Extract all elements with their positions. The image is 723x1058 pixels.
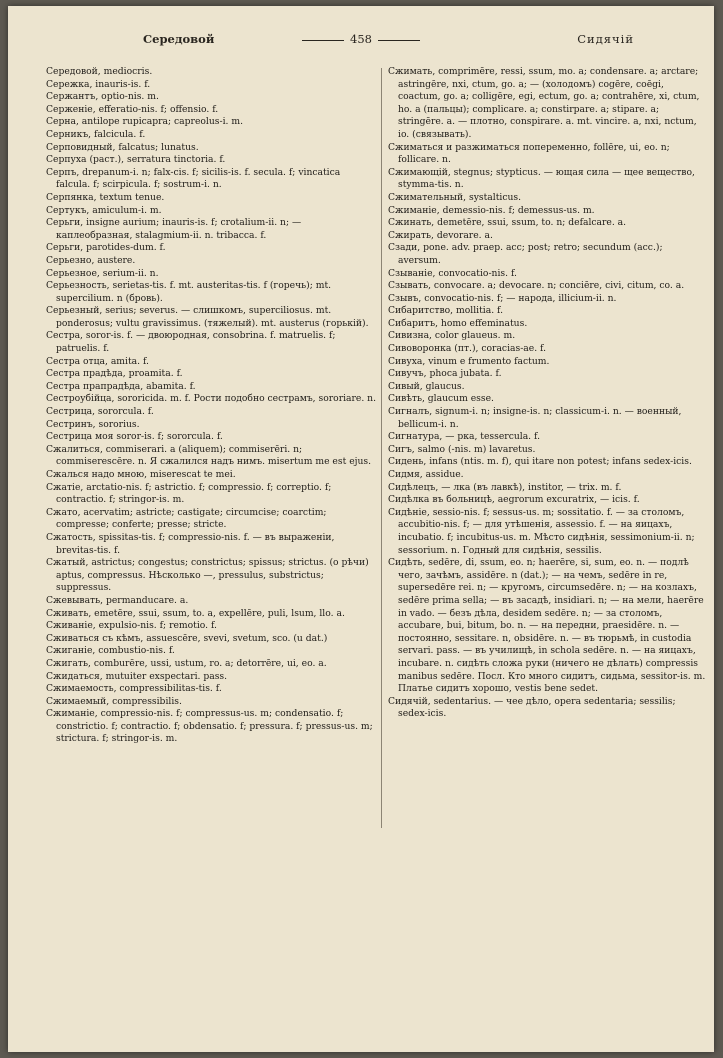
dictionary-entry: Сертукъ, amiculum-i. m.	[46, 204, 162, 216]
dictionary-entry: Сживать, emetēre, ssui, ssum, to. a, expellēre, puli, lsum, llo. a.	[46, 607, 345, 619]
dictionary-entry: Сжевывать, permanducare. a.	[46, 594, 189, 606]
dictionary-entry: Серна, antilope rupicapra; capreolus-i. m.	[46, 116, 243, 128]
dictionary-entry: Серьги, insigne aurium; inauris-is. f; crotalium-ii. n; — каплеобразная, stalagmium-ii. n. tribacca. f.	[46, 217, 302, 241]
dictionary-entry: Серьги, parotides-dum. f.	[46, 242, 166, 254]
dictionary-entry: Сестра прадѣда, proamita. f.	[46, 368, 183, 380]
dictionary-entry: Сивый, glaucus.	[388, 380, 465, 392]
dictionary-entry: Сигнатура, — рка, tessercula. f.	[388, 431, 541, 443]
dictionary-entry: Сестрица моя soror-is. f; sororcula. f.	[46, 431, 223, 443]
dictionary-entry: Сидѣть, sedēre, di, ssum, eo. n; haerēre, si, sum, eo. n. — подлѣ чего, зачѣмъ, assidēre. n (dat.); — на чемъ, sedēre in re, supersedēre rei. n; — кругомъ, circumsedēre. n; — на козлахъ, sedēre prima sella; — въ засадѣ, insidiari. n; — на мели, haerēre in vado. — безъ дѣла, desidem sedēre. n; — за столомъ, accubare, bui, bitum, bo. n. — на передни, praesidēre. n. — постоянно, sessitare. n, obsidēre. n. — въ тюрьмѣ, in custodia servari. pass. — въ училищѣ, in schola sedēre. n. — на яицахъ, incubare. n. сидѣть сложа руки (ничего не дѣлать) compressis manibus sedēre. Посл. Кто много сидитъ, сидьма, sessitor-is. m. Платье сидитъ хорошо, vestis bene sedet.	[388, 557, 706, 695]
dictionary-entry: Сидячій, sedentarius. — чее дѣло, opera sedentaria; sessilis; sedex-icis.	[388, 695, 676, 720]
dictionary-entry: Сибаритъ, homo effeminatus.	[388, 317, 528, 329]
dictionary-entry: Сзывъ, convocatio-nis. f; — народа, illicium-ii. n.	[388, 292, 617, 304]
dictionary-entry: Сивизна, color glaueus. m.	[388, 330, 516, 342]
dictionary-entry: Сжатость, spissitas-tis. f; compressio-nis. f. — въ выраженіи, brevitas-tis. f.	[46, 531, 335, 556]
header-rule-right	[378, 40, 420, 41]
dictionary-entry: Сидѣлецъ, — лка (въ лавкѣ), institor, — trix. m. f.	[388, 481, 622, 493]
dictionary-entry: Сивучъ, phoca jubata. f.	[388, 368, 502, 380]
dictionary-entry: Серпянка, textum tenue.	[46, 191, 165, 203]
dictionary-entry: Сжиманіе, compressio-nis. f; compressus-us. m; condensatio. f; constrictio. f; contractio. f; obdensatio. f; pressura. f; pressus-us. m; strictura. f; stringor-is. m.	[46, 708, 373, 745]
dictionary-entry: Серповидный, falcatus; lunatus.	[46, 141, 199, 153]
header-rule-left	[302, 40, 344, 41]
dictionary-entry: Сережка, inauris-is. f.	[46, 78, 151, 90]
dictionary-entry: Сжигать, comburēre, ussi, ustum, ro. a; detorrēre, ui, eo. a.	[46, 657, 327, 669]
dictionary-entry: Серпуха (раст.), serratura tinctoria. f.	[46, 154, 226, 166]
dictionary-entry: Сжинать, demetēre, ssui, ssum, to. n; defalcare. a.	[388, 217, 627, 229]
dictionary-entry: Сидень, infans (ntis. m. f), qui itare non potest; infans sedex-icis.	[388, 456, 692, 468]
dictionary-entry: Сжато, acervatim; astricte; castigate; circumcise; coarctim; compresse; conferte; presse; stricte.	[46, 506, 327, 531]
dictionary-entry: Сивуха, vinum e frumento factum.	[388, 355, 550, 367]
dictionary-entry: Сестринъ, sororius.	[46, 418, 140, 430]
dictionary-entry: Серженіе, efferatio-nis. f; offensio. f.	[46, 103, 219, 115]
dictionary-entry: Сидѣніе, sessio-nis. f; sessus-us. m; sossitatio. f. — за столомъ, accubitio-nis. f; — для утѣшенія, assessio. f. — на яицахъ, incubatio. f; incubitus-us. m. Мѣсто сидѣнія, sessimonium-ii. n; sessorium. n. Годный для сидѣнія, sessilis.	[388, 506, 695, 556]
dictionary-entry: Сзади, pone. adv. praep. acc; post; retro; secundum (acc.); aversum.	[388, 242, 663, 266]
left-column	[46, 66, 376, 746]
dictionary-entry: Сжимающій, stegnus; stypticus. — ющая сила — щее вещество, stymma-tis. n.	[388, 166, 695, 191]
dictionary-entry: Сигналъ, signum-i. n; insigne-is. n; classicum-i. n. — военный, bellicum-i. n.	[388, 406, 682, 430]
dictionary-entry: Серпъ, drepanum-i. n; falx-cis. f; sicilis-is. f. secula. f; vincatica falcula. f; scirpicula. f; sostrum-i. n.	[46, 166, 341, 191]
page-number: 458	[350, 32, 372, 46]
column-divider	[381, 68, 382, 828]
dictionary-entry: Сжалься надо мною, miserescat te mei.	[46, 469, 236, 480]
dictionary-entry: Серьезно, austere.	[46, 254, 136, 266]
dictionary-entry: Сжиманіе, demessio-nis. f; demessus-us. m.	[388, 204, 595, 216]
dictionary-entry: Сжимаемый, compressibilis.	[46, 695, 182, 707]
dictionary-entry: Сживаніе, expulsio-nis. f; remotio. f.	[46, 620, 217, 632]
dictionary-entry: Сжимательный, systalticus.	[388, 191, 522, 203]
dictionary-entry: Сестрица, sororcula. f.	[46, 406, 154, 418]
page-header	[8, 32, 714, 52]
running-head-left: Середовой	[143, 32, 215, 46]
dictionary-entry: Сестра, soror-is. f. — двоюродная, consobrina. f. matruelis. f; patruelis. f.	[46, 330, 336, 355]
dictionary-entry: Сживаться съ кѣмъ, assuescēre, svevi, svetum, sco. (u dat.)	[46, 632, 328, 644]
dictionary-entry: Сжирать, devorare. a.	[388, 229, 493, 241]
dictionary-entry: Сестроубійца, sororicida. m. f. Рости подобно сестрамъ, sororiare. n.	[46, 393, 377, 405]
dictionary-entry: Серьезный, serius; severus. — слишкомъ, superciliosus. mt. ponderosus; vultu gravissimus. (тяжелый). mt. austerus (горькій).	[46, 305, 369, 329]
dictionary-entry: Сжидаться, mutuiter exspectari. pass.	[46, 670, 228, 682]
dictionary-entry: Сидѣлка въ больницѣ, aegrorum excuratrix, — icis. f.	[388, 494, 640, 506]
dictionary-entry: Середовой, mediocris.	[46, 66, 153, 77]
right-column	[388, 66, 706, 721]
dictionary-entry: Сжалиться, commiserari. a (aliquem); commiserēri. n; commiserescēre. n. Я сжалился надъ нимъ. misertum me est ejus.	[46, 443, 372, 468]
dictionary-entry: Сивѣть, glaucum esse.	[388, 393, 494, 405]
dictionary-entry: Сидмя, assidue.	[388, 469, 464, 480]
dictionary-entry: Сибаритство, mollitia. f.	[388, 305, 504, 317]
dictionary-entry: Сестра прапрадѣда, abamita. f.	[46, 380, 196, 392]
dictionary-entry: Сжиганіе, combustio-nis. f.	[46, 645, 175, 657]
dictionary-entry: Сжатіе, arctatio-nis. f; astrictio. f; compressio. f; correptio. f; contractio. f; stringor-is. m.	[46, 481, 332, 506]
dictionary-entry: Сжатый, astrictus; congestus; constrictus; spissus; strictus. (о рѣчи) aptus, compressus. Нѣсколько —, pressulus, substrictus; suppressus.	[46, 557, 369, 594]
dictionary-entry: Сестра отца, amita. f.	[46, 355, 149, 367]
dictionary-entry: Сигъ, salmo (-nis. m) lavaretus.	[388, 443, 536, 455]
running-head-right: Сидячій	[577, 32, 634, 46]
dictionary-entry: Серьезное, serium-ii. n.	[46, 267, 159, 279]
dictionary-entry: Сжимать, comprimēre, ressi, ssum, mo. a; condensare. a; arctare; astringēre, nxi, ctum, go. a; — (холодомъ) cogēre, coēgi, coactum, go. a; colligēre, egi, ectum, go. a; contrahēre, xi, ctum, ho. a (пальцы); complicare. a; constirpare. a; stipare. a; stringēre. a. — плотно, conspirare. a. mt. vincire. a, nxi, nctum, io. (связывать).	[388, 66, 700, 140]
dictionary-entry: Сержантъ, optio-nis. m.	[46, 91, 159, 103]
dictionary-entry: Сивоворонка (пт.), coracias-ae. f.	[388, 343, 547, 355]
dictionary-entry: Сзываніе, convocatio-nis. f.	[388, 267, 517, 279]
dictionary-entry: Серникъ, falcicula. f.	[46, 128, 146, 140]
dictionary-entry: Сзывать, convocare. a; devocare. n; conciēre, civi, citum, co. a.	[388, 280, 685, 292]
dictionary-entry: Сжимаемость, compressibilitas-tis. f.	[46, 683, 222, 695]
dictionary-entry: Серьезность, serietas-tis. f. mt. austeritas-tis. f (горечь); mt. supercilium. n (бровь).	[46, 280, 332, 304]
dictionary-page	[8, 6, 714, 1052]
dictionary-entry: Сжиматься и разжиматься попеременно, follēre, ui, eo. n; follicare. n.	[388, 141, 670, 166]
